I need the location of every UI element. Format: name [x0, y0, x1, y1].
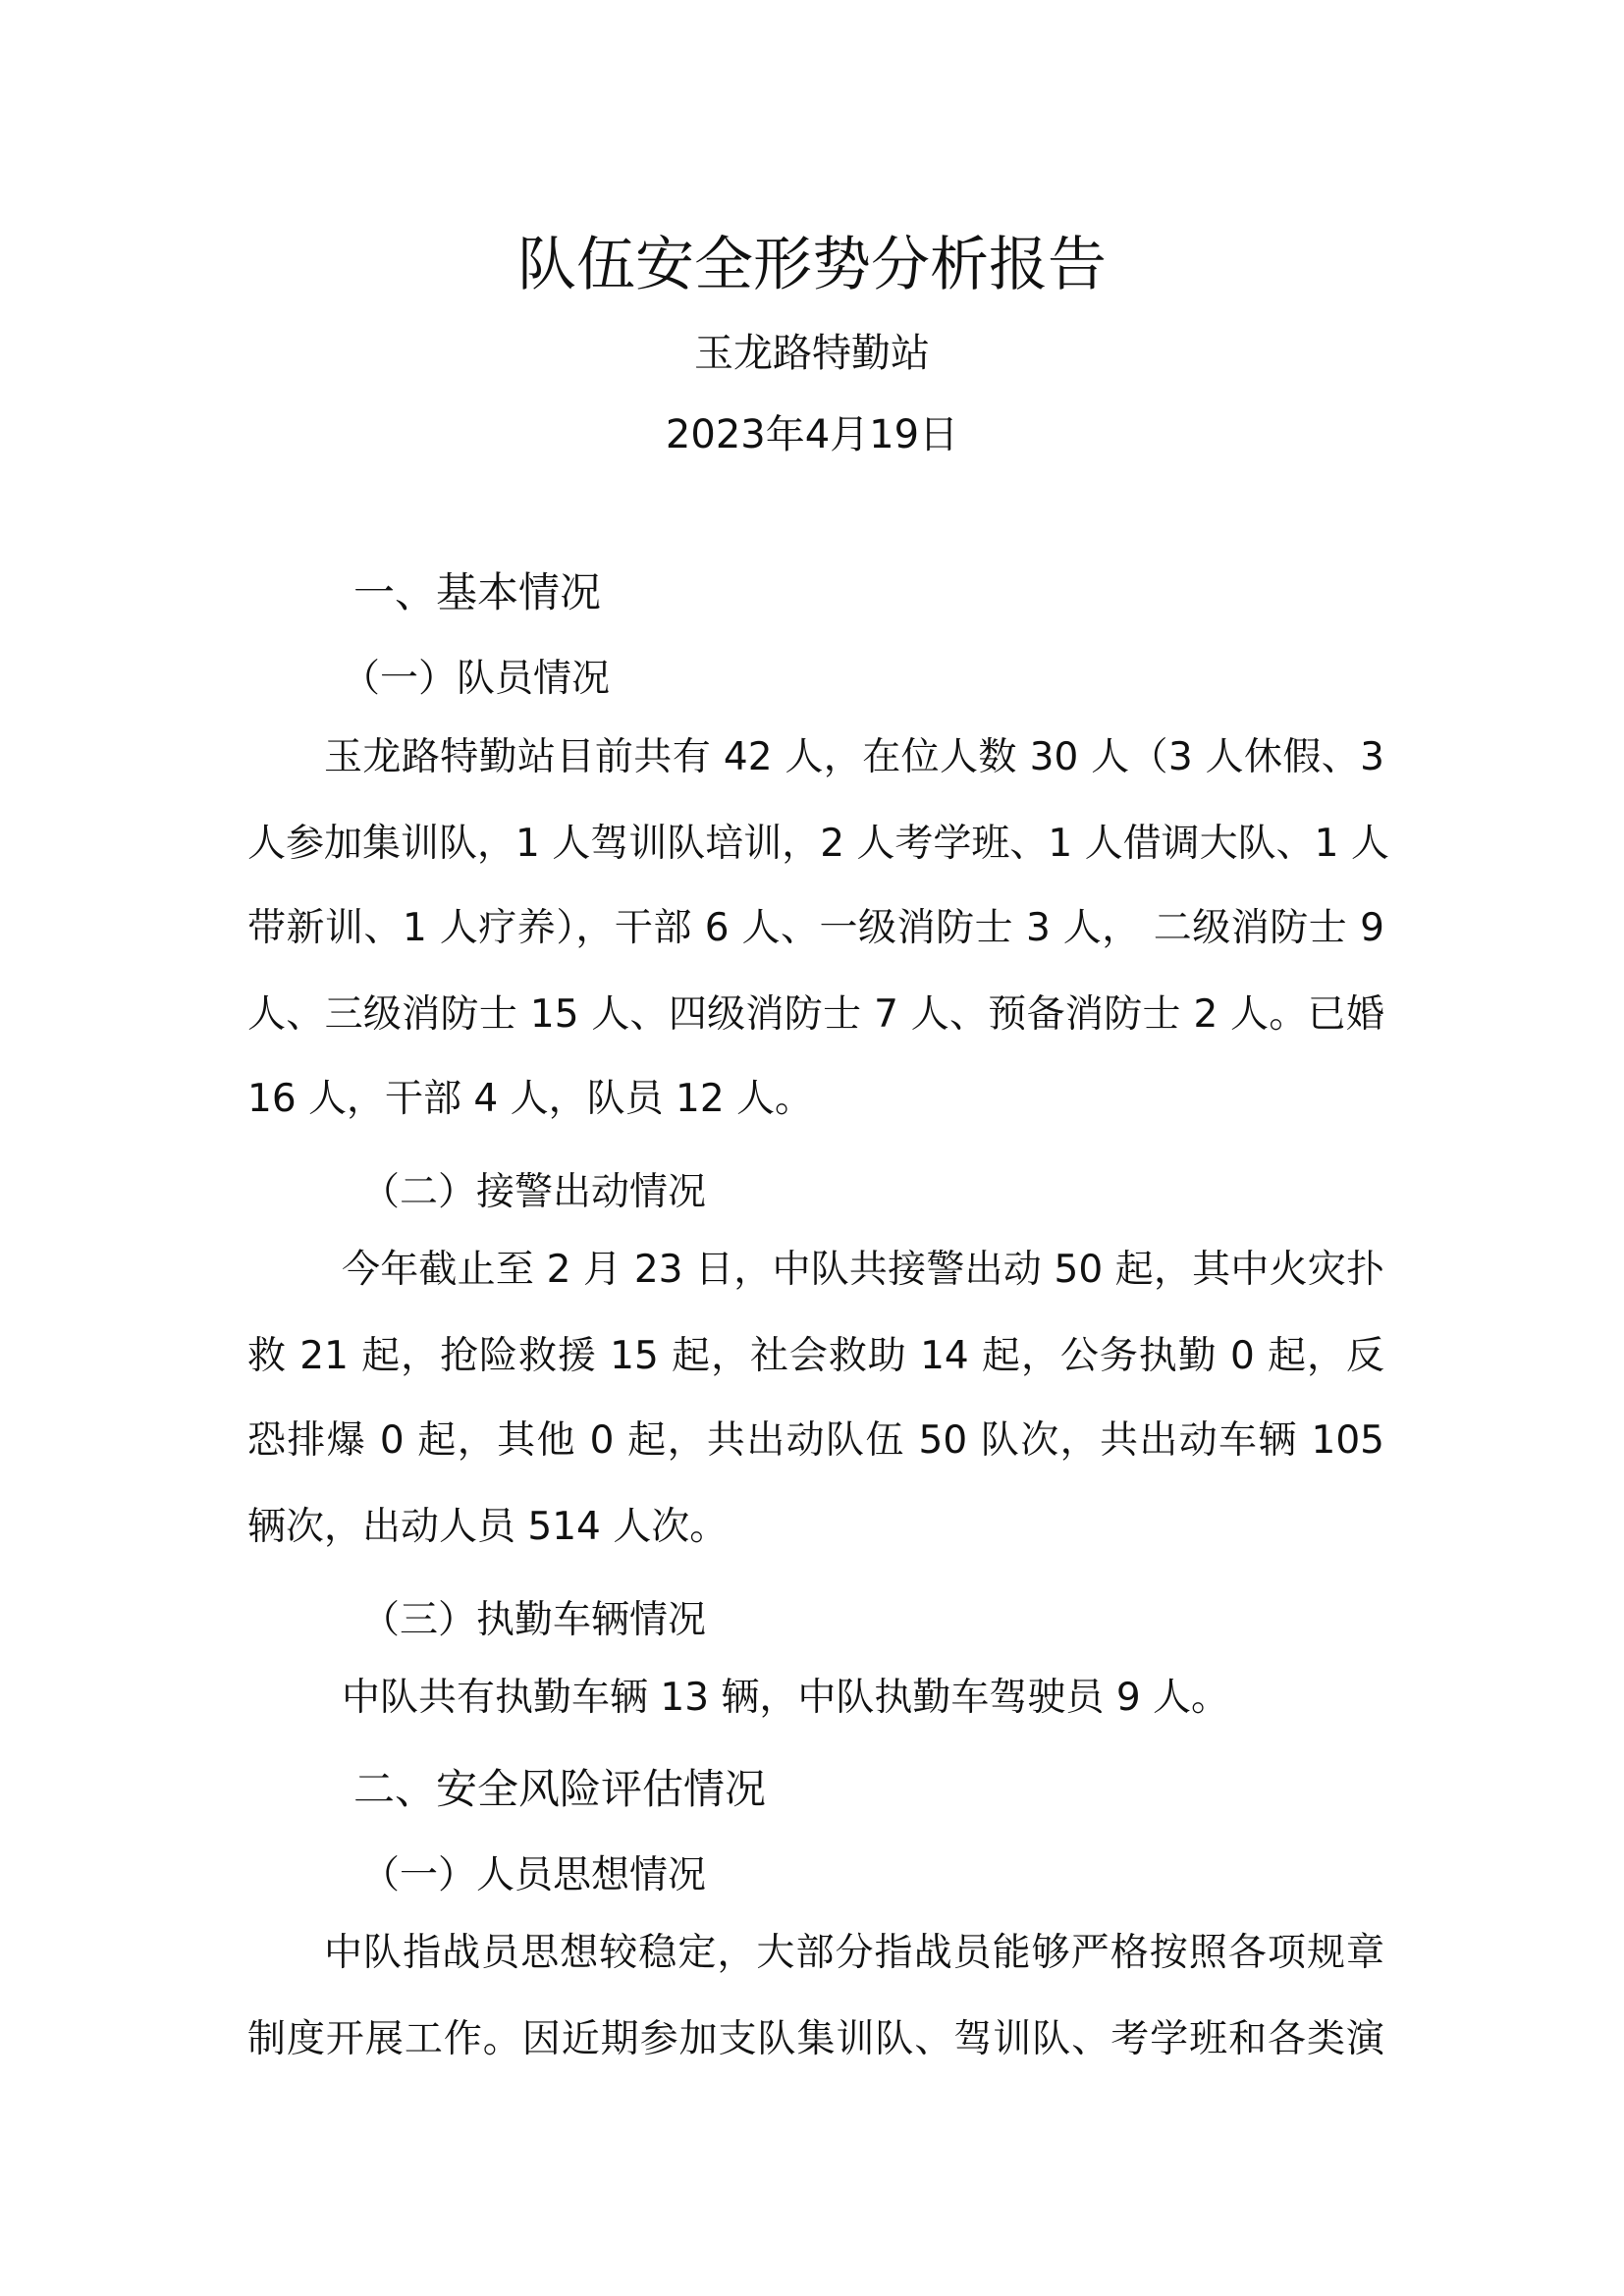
paragraph-line: 辆次，出动人员 514 人次。 — [247, 1505, 729, 1549]
paragraph-line: 中队共有执勤车辆 13 辆，中队执勤车驾驶员 9 人。 — [342, 1676, 1230, 1720]
section-heading: 二、安全风险评估情况 — [353, 1765, 767, 1813]
subsection-heading: （一）人员思想情况 — [361, 1853, 707, 1897]
paragraph-line: 人、三级消防士 15 人、四级消防士 7 人、预备消防士 2 人。已婚 — [247, 992, 1384, 1037]
report-date: 2023年4月19日 — [665, 412, 959, 457]
subsection-heading: （三）执勤车辆情况 — [361, 1598, 707, 1642]
paragraph-line: 今年截止至 2 月 23 日，中队共接警出动 50 起，其中火灾扑 — [342, 1248, 1384, 1292]
subsection-heading: （一）队员情况 — [342, 657, 611, 701]
organization-name: 玉龙路特勤站 — [694, 331, 930, 376]
paragraph-line: 制度开展工作。因近期参加支队集训队、驾训队、考学班和各类演 — [247, 2017, 1384, 2061]
section-heading: 一、基本情况 — [353, 568, 602, 616]
paragraph-line: 救 21 起，抢险救援 15 起，社会救助 14 起，公务执勤 0 起，反 — [247, 1334, 1384, 1378]
paragraph-line: 人参加集训队，1 人驾训队培训，2 人考学班、1 人借调大队、1 人 — [247, 822, 1389, 866]
document-title: 队伍安全形势分析报告 — [517, 231, 1107, 299]
paragraph-line: 16 人，干部 4 人，队员 12 人。 — [247, 1077, 814, 1121]
paragraph-line: 恐排爆 0 起，其他 0 起，共出动队伍 50 队次，共出动车辆 105 — [247, 1418, 1384, 1463]
paragraph-line: 带新训、1 人疗养），干部 6 人、一级消防士 3 人， 二级消防士 9 — [247, 906, 1384, 950]
paragraph-line: 玉龙路特勤站目前共有 42 人，在位人数 30 人（3 人休假、3 — [324, 735, 1384, 779]
paragraph-line: 中队指战员思想较稳定，大部分指战员能够严格按照各项规章 — [324, 1931, 1384, 1975]
subsection-heading: （二）接警出动情况 — [361, 1170, 707, 1214]
